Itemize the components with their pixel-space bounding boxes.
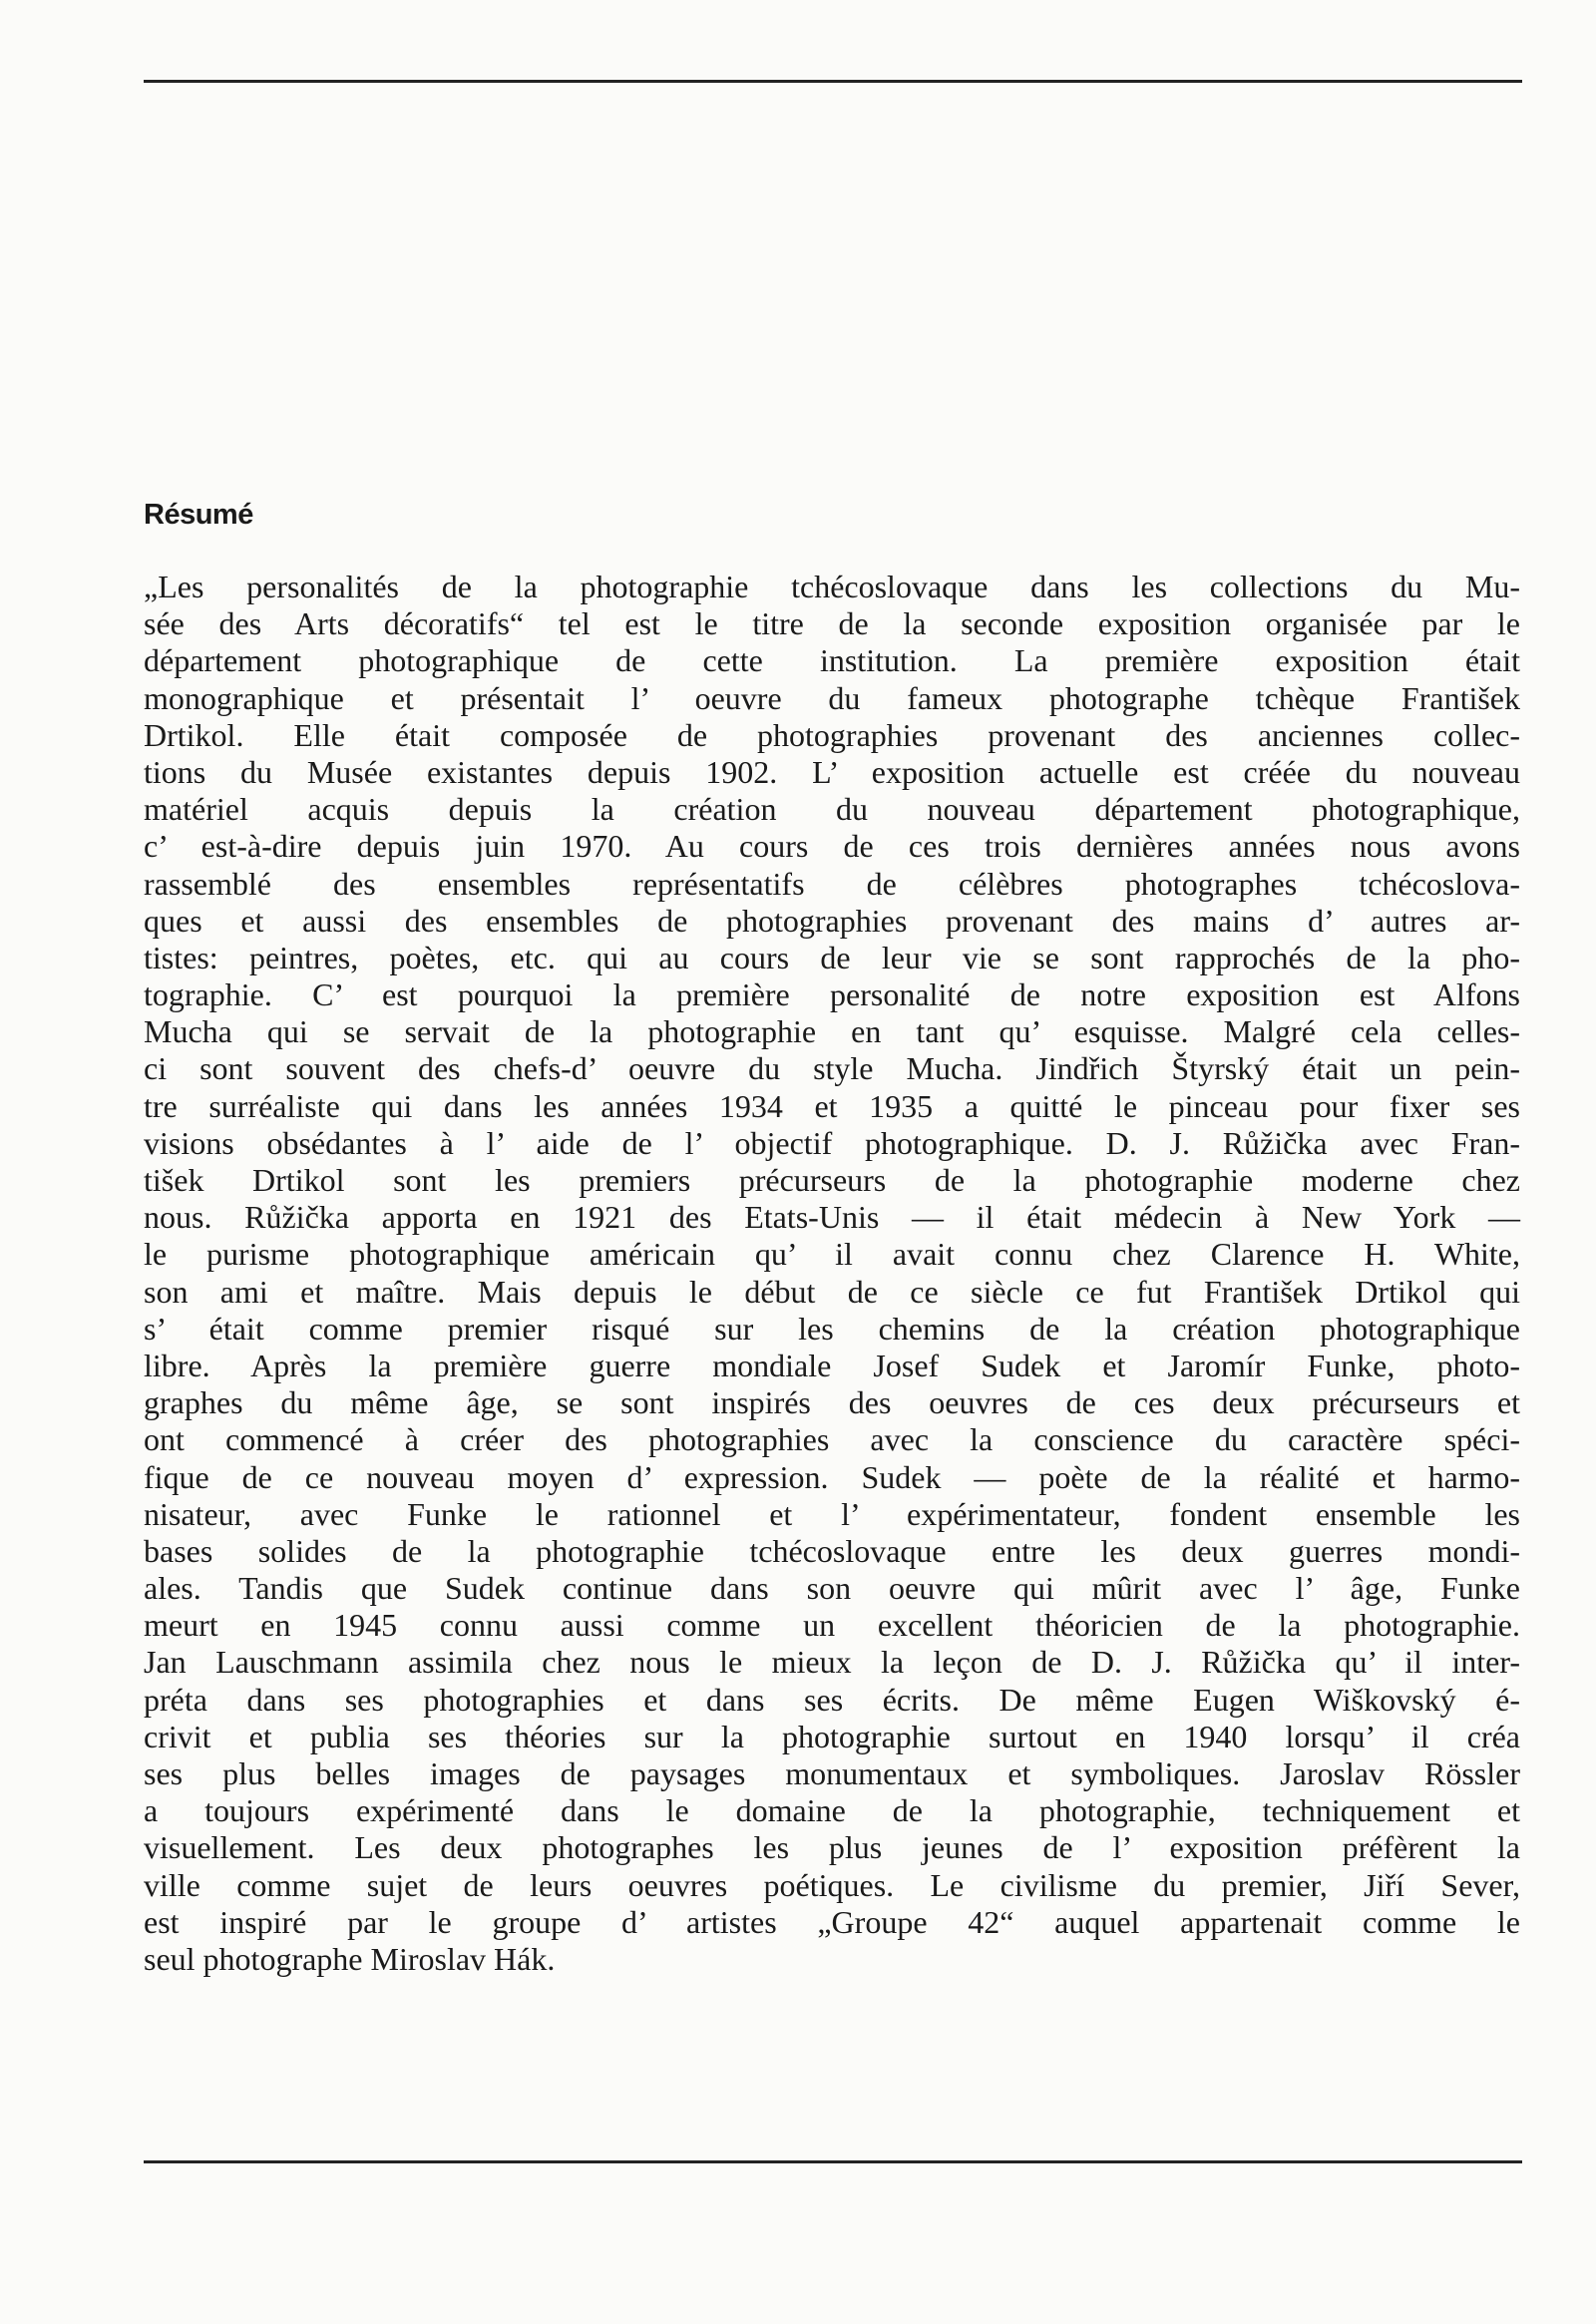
text-line: Drtikol. Elle était composée de photographies provenant des anciennes collec- xyxy=(144,716,1520,753)
bottom-rule xyxy=(144,2160,1522,2163)
text-line: bases solides de la photographie tchécoslovaque entre les deux guerres mondi- xyxy=(144,1532,1520,1569)
text-line: graphes du même âge, se sont inspirés des oeuvres de ces deux précurseurs et xyxy=(144,1384,1520,1421)
top-rule xyxy=(144,80,1522,83)
text-line: matériel acquis depuis la création du nouveau département photographique, xyxy=(144,791,1520,828)
text-line: département photographique de cette institution. La première exposition était xyxy=(144,642,1520,679)
text-line: son ami et maître. Mais depuis le début de ce siècle ce fut František Drtikol qui xyxy=(144,1273,1520,1310)
text-line: seul photographe Miroslav Hák. xyxy=(144,1940,556,1977)
text-line: le purisme photographique américain qu’ il avait connu chez Clarence H. White, xyxy=(144,1236,1520,1273)
text-line: monographique et présentait l’ oeuvre du fameux photographe tchèque František xyxy=(144,679,1520,716)
text-line: rassemblé des ensembles représentatifs de célèbres photographes tchécoslova- xyxy=(144,865,1520,902)
text-line: a toujours expérimenté dans le domaine de la photographie, techniquement et xyxy=(144,1792,1520,1829)
text-line: Jan Lauschmann assimila chez nous le mieux la leçon de D. J. Růžička qu’ il inter- xyxy=(144,1644,1520,1681)
text-line: ont commencé à créer des photographies avec la conscience du caractère spéci- xyxy=(144,1421,1520,1458)
text-line: crivit et publia ses théories sur la photographie surtout en 1940 lorsqu’ il créa xyxy=(144,1718,1520,1754)
text-line: tre surréaliste qui dans les années 1934 et 1935 a quitté le pinceau pour fixer ses xyxy=(144,1087,1520,1124)
text-line: ci sont souvent des chefs-d’ oeuvre du style Mucha. Jindřich Štyrský était un pein- xyxy=(144,1050,1520,1087)
text-line: préta dans ses photographies et dans ses écrits. De même Eugen Wiškovský é- xyxy=(144,1681,1520,1718)
text-line: „Les personalités de la photographie tchécoslovaque dans les collections du Mu- xyxy=(144,569,1520,604)
text-line: ses plus belles images de paysages monumentaux et symboliques. Jaroslav Rössler xyxy=(144,1755,1520,1791)
text-line: libre. Après la première guerre mondiale Josef Sudek et Jaromír Funke, photo- xyxy=(144,1347,1520,1383)
text-line: nous. Růžička apporta en 1921 des Etats-Unis — il était médecin à New York — xyxy=(144,1199,1520,1236)
text-line: est inspiré par le groupe d’ artistes „Groupe 42“ auquel appartenait comme le xyxy=(144,1903,1520,1940)
text-line: tišek Drtikol sont les premiers précurseurs de la photographie moderne chez xyxy=(144,1162,1520,1198)
text-line: tistes: peintres, poètes, etc. qui au cours de leur vie se sont rapprochés de la pho- xyxy=(144,939,1520,975)
text-line: tographie. C’ est pourquoi la première personalité de notre exposition est Alfons xyxy=(144,976,1520,1013)
text-line: tions du Musée existantes depuis 1902. L’ exposition actuelle est créée du nouveau xyxy=(144,753,1520,790)
text-line: Mucha qui se servait de la photographie en tant qu’ esquisse. Malgré cela celles- xyxy=(144,1013,1520,1050)
text-line: visions obsédantes à l’ aide de l’ objectif photographique. D. J. Růžička avec Fran- xyxy=(144,1124,1520,1161)
text-line: sée des Arts décoratifs“ tel est le titre de la seconde exposition organisée par le xyxy=(144,605,1520,642)
text-line: ales. Tandis que Sudek continue dans son oeuvre qui mûrit avec l’ âge, Funke xyxy=(144,1570,1520,1607)
text-line: fique de ce nouveau moyen d’ expression. Sudek — poète de la réalité et harmo- xyxy=(144,1458,1520,1495)
text-line: meurt en 1945 connu aussi comme un excellent théoricien de la photographie. xyxy=(144,1607,1520,1644)
text-line: c’ est-à-dire depuis juin 1970. Au cours de ces trois dernières années nous avons xyxy=(144,828,1520,865)
summary-paragraph xyxy=(144,569,1520,1978)
section-heading: Résumé xyxy=(144,499,253,531)
text-line: ville comme sujet de leurs oeuvres poétiques. Le civilisme du premier, Jiří Sever, xyxy=(144,1866,1520,1903)
text-line: ques et aussi des ensembles de photographies provenant des mains d’ autres ar- xyxy=(144,902,1520,939)
text-line: nisateur, avec Funke le rationnel et l’ expérimentateur, fondent ensemble les xyxy=(144,1495,1520,1532)
text-line: s’ était comme premier risqué sur les chemins de la création photographique xyxy=(144,1310,1520,1347)
text-line: visuellement. Les deux photographes les plus jeunes de l’ exposition préfèrent la xyxy=(144,1829,1520,1866)
